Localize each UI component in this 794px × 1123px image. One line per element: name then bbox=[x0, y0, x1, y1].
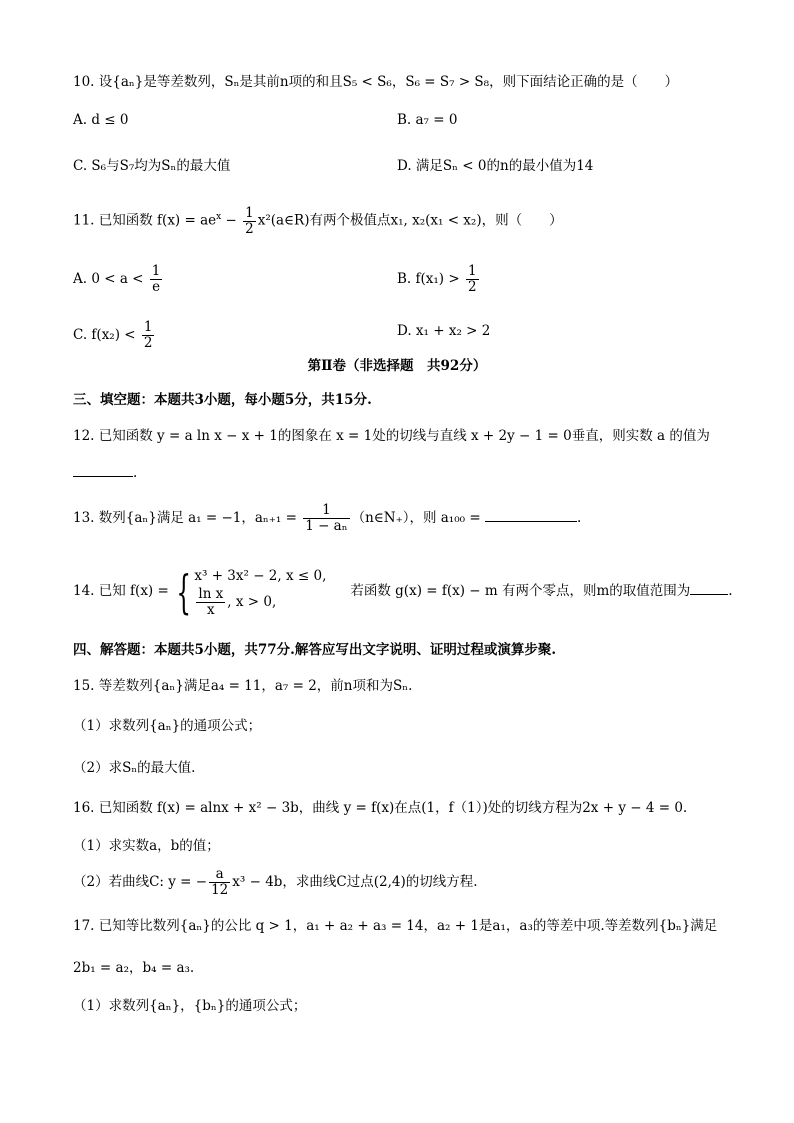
q14-case2-num: ln x bbox=[198, 586, 224, 602]
q15-part1: （1）求数列{aₙ}的通项公式； bbox=[73, 718, 262, 734]
q11-option-d: D. x₁ + x₂ > 2 bbox=[397, 323, 491, 339]
section4-title: 四、解答题：本题共5小题，共77分.解答应写出文字说明、证明过程或演算步聚. bbox=[73, 642, 557, 658]
q10-option-b: B. a₇ = 0 bbox=[397, 112, 458, 128]
q11-option-b-den: 2 bbox=[467, 279, 477, 295]
q16-part2-post: x³ − 4b，求曲线C过点(2,4)的切线方程. bbox=[232, 874, 478, 890]
q14-pre: 14. 已知 f(x) = bbox=[73, 583, 174, 599]
q11-option-c-num: 1 bbox=[143, 319, 153, 335]
q11-stem-post: x²(a∈R)有两个极值点x₁, x₂(x₁ < x₂)，则（ ） bbox=[257, 212, 563, 229]
q14-post: 若函数 g(x) = f(x) − m 有两个零点，则m的取值范围为 bbox=[350, 583, 691, 599]
q14-answer-blank[interactable] bbox=[690, 580, 728, 595]
q13-stem bbox=[73, 500, 581, 536]
q11-half-den: 2 bbox=[245, 220, 254, 237]
q14-stem bbox=[73, 556, 733, 626]
q13-den: 1 − aₙ bbox=[305, 518, 348, 534]
q16-part2-den: 12 bbox=[211, 882, 229, 898]
q15-part2: （2）求Sₙ的最大值. bbox=[73, 760, 196, 776]
q10-option-a: A. d ≤ 0 bbox=[73, 112, 129, 128]
q11-option-c-fraction bbox=[142, 320, 155, 351]
q13-post: （n∈N₊），则 a₁₀₀ = bbox=[351, 510, 485, 526]
q17-stem: 17. 已知等比数列{aₙ}的公比 q > 1，a₁ + a₂ + a₃ = 14，a₂ + 1是a₁，a₃的等差中项.等差数列{bₙ}满足 bbox=[73, 918, 718, 934]
q11-option-a-pre: A. 0 < a < bbox=[73, 271, 148, 287]
q14-brace: { bbox=[176, 564, 192, 619]
q15-stem: 15. 等差数列{aₙ}满足a₄ = 11，a₇ = 2，前n项和为Sₙ. bbox=[73, 678, 413, 694]
q13-answer-blank[interactable] bbox=[485, 507, 577, 522]
q11-option-c-pre: C. f(x₂) < bbox=[73, 327, 140, 343]
q11-option-a-fraction bbox=[150, 264, 163, 295]
q14-case1: x³ + 3x² − 2, x ≤ 0, bbox=[194, 568, 327, 584]
q11-half-num: 1 bbox=[245, 204, 254, 221]
q14-end: . bbox=[728, 583, 733, 599]
q17-stem-line2: 2b₁ = a₂，b₄ = a₃. bbox=[73, 960, 195, 976]
q11-option-c bbox=[73, 318, 156, 352]
q13-pre: 13. 数列{aₙ}满足 a₁ = −1，aₙ₊₁ = bbox=[73, 510, 302, 526]
q11-option-a-num: 1 bbox=[151, 263, 161, 279]
q14-case2-den: x bbox=[207, 602, 215, 618]
q14-case2 bbox=[194, 587, 326, 618]
q16-part2 bbox=[73, 864, 478, 900]
q13-num: 1 bbox=[303, 503, 349, 519]
q11-option-a bbox=[73, 262, 164, 296]
q11-stem: 11. 已知函数 $f(x) = ae^x$ − $\frac{1}{2}$ x²(a∈R)有两个极值点x₁, x₂(x₁ < x₂)，则（ ） bbox=[73, 204, 563, 237]
q11-option-b-num: 1 bbox=[467, 263, 477, 279]
q10-option-d: D. 满足Sₙ < 0的n的最小值为14 bbox=[397, 158, 594, 174]
section3-title: 三、填空题：本题共3小题，每小题5分，共15分. bbox=[73, 392, 372, 408]
q11-option-c-den: 2 bbox=[143, 335, 153, 351]
q16-part2-fraction bbox=[209, 867, 230, 898]
section2-title: 第Ⅱ卷（非选择题 共92分） bbox=[307, 358, 487, 374]
q12-stem: 12. 已知函数 y = a ln x − x + 1的图象在 x = 1处的切线与直线 x + 2y − 1 = 0垂直，则实数 a 的值为 bbox=[73, 428, 710, 444]
q17-part1: （1）求数列{aₙ}，{bₙ}的通项公式； bbox=[73, 998, 307, 1014]
q11-stem-pre: 11. 已知函数 f(x) = ae bbox=[73, 212, 217, 229]
q10-option-c: C. S₆与S₇均为Sₙ的最大值 bbox=[73, 158, 231, 174]
q11-stem-mid: − bbox=[221, 212, 242, 229]
q16-part2-num: a bbox=[209, 867, 230, 883]
q11-option-b bbox=[397, 262, 481, 296]
q11-half-fraction bbox=[243, 206, 256, 237]
q16-part2-pre: （2）若曲线C: y = − bbox=[73, 874, 208, 890]
q16-part1: （1）求实数a，b的值； bbox=[73, 838, 220, 854]
q12-answer-line bbox=[73, 462, 137, 483]
q14-case2-tail: , x > 0, bbox=[227, 594, 277, 610]
q10-stem: 10. 设{aₙ}是等差数列，Sₙ是其前n项的和且S₅ < S₆，S₆ = S₇ > S₈，则下面结论正确的是（ ） bbox=[73, 74, 679, 90]
q11-option-b-fraction bbox=[466, 264, 479, 295]
q13-fraction bbox=[303, 503, 349, 534]
q11-option-b-pre: B. f(x₁) > bbox=[397, 271, 464, 287]
q13-end: . bbox=[576, 510, 582, 526]
q14-case2-fraction bbox=[196, 587, 225, 618]
q14-cases bbox=[194, 565, 326, 618]
q12-answer-blank[interactable] bbox=[73, 462, 133, 477]
q16-stem: 16. 已知函数 f(x) = alnx + x² − 3b，曲线 y = f(x)在点(1，f（1）)处的切线方程为2x + y − 4 = 0. bbox=[73, 800, 688, 816]
q11-option-a-den: e bbox=[152, 279, 161, 295]
q12-end: . bbox=[133, 465, 138, 481]
